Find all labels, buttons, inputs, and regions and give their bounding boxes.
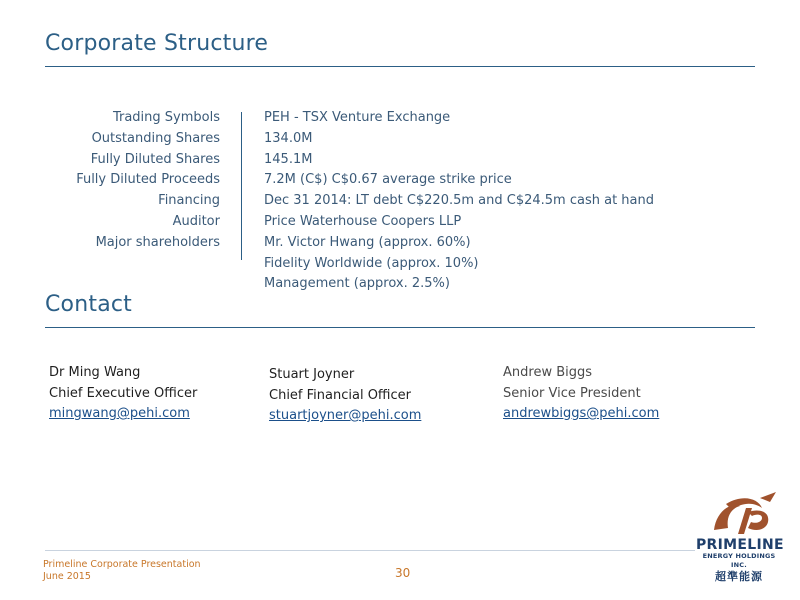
- contact-name: Dr Ming Wang: [49, 365, 141, 380]
- structure-vertical-divider: [241, 112, 242, 260]
- contact-name: Andrew Biggs: [503, 365, 593, 380]
- title-divider: [45, 66, 755, 67]
- contact-card-cfo: [269, 365, 421, 427]
- label-trading-symbols: Trading Symbols: [112, 110, 220, 125]
- footer-text: [43, 559, 201, 583]
- label-auditor: Auditor: [172, 213, 220, 229]
- contact-role: Senior Vice President: [503, 385, 641, 401]
- footer-date: June 2015: [43, 571, 91, 582]
- logo-subtitle: ENERGY HOLDINGS INC.: [702, 552, 776, 569]
- label-major-shareholders: Major shareholders: [95, 234, 220, 250]
- contact-role: Chief Executive Officer: [49, 385, 198, 401]
- page-title: Corporate Structure: [45, 31, 269, 56]
- label-outstanding-shares: Outstanding Shares: [91, 130, 220, 146]
- value-financing: Dec 31 2014: LT debt C$220.5m and C$24.5m cash at hand: [264, 193, 655, 209]
- value-auditor: Price Waterhouse Coopers LLP: [264, 213, 462, 229]
- value-fully-diluted-shares: 145.1M: [264, 151, 313, 167]
- label-financing: Financing: [158, 193, 220, 209]
- value-outstanding-shares: 134.0M: [264, 130, 313, 146]
- logo-chinese-name: 超準能源: [715, 570, 763, 583]
- value-trading-symbols: PEH - TSX Venture Exchange: [264, 110, 451, 125]
- contact-divider: [45, 327, 755, 328]
- contact-email-link[interactable]: andrewbiggs@pehi.com: [503, 406, 660, 421]
- footer-divider: [45, 550, 695, 551]
- contact-name: Stuart Joyner: [269, 367, 355, 382]
- contact-card-svp: [503, 363, 659, 425]
- structure-labels: [76, 108, 220, 254]
- logo-name: PRIMELINE: [696, 537, 784, 553]
- value-shareholder-management: Management (approx. 2.5%): [264, 276, 450, 292]
- value-fully-diluted-proceeds: 7.2M (C$) C$0.67 average strike price: [264, 172, 512, 188]
- structure-values: [264, 108, 654, 295]
- contact-title: Contact: [45, 292, 132, 317]
- label-fully-diluted-proceeds: Fully Diluted Proceeds: [76, 172, 220, 188]
- value-shareholder-fidelity: Fidelity Worldwide (approx. 10%): [264, 255, 479, 271]
- value-major-shareholders: Mr. Victor Hwang (approx. 60%): [264, 234, 471, 250]
- page-number: 30: [395, 566, 411, 580]
- footer-presentation-title: Primeline Corporate Presentation: [43, 559, 201, 570]
- primeline-logo-wordmark: [696, 538, 782, 583]
- contact-card-ceo: [49, 363, 197, 425]
- contact-email-link[interactable]: mingwang@pehi.com: [49, 406, 190, 421]
- label-fully-diluted-shares: Fully Diluted Shares: [90, 151, 220, 167]
- contact-role: Chief Financial Officer: [269, 387, 411, 403]
- contact-email-link[interactable]: stuartjoyner@pehi.com: [269, 408, 422, 423]
